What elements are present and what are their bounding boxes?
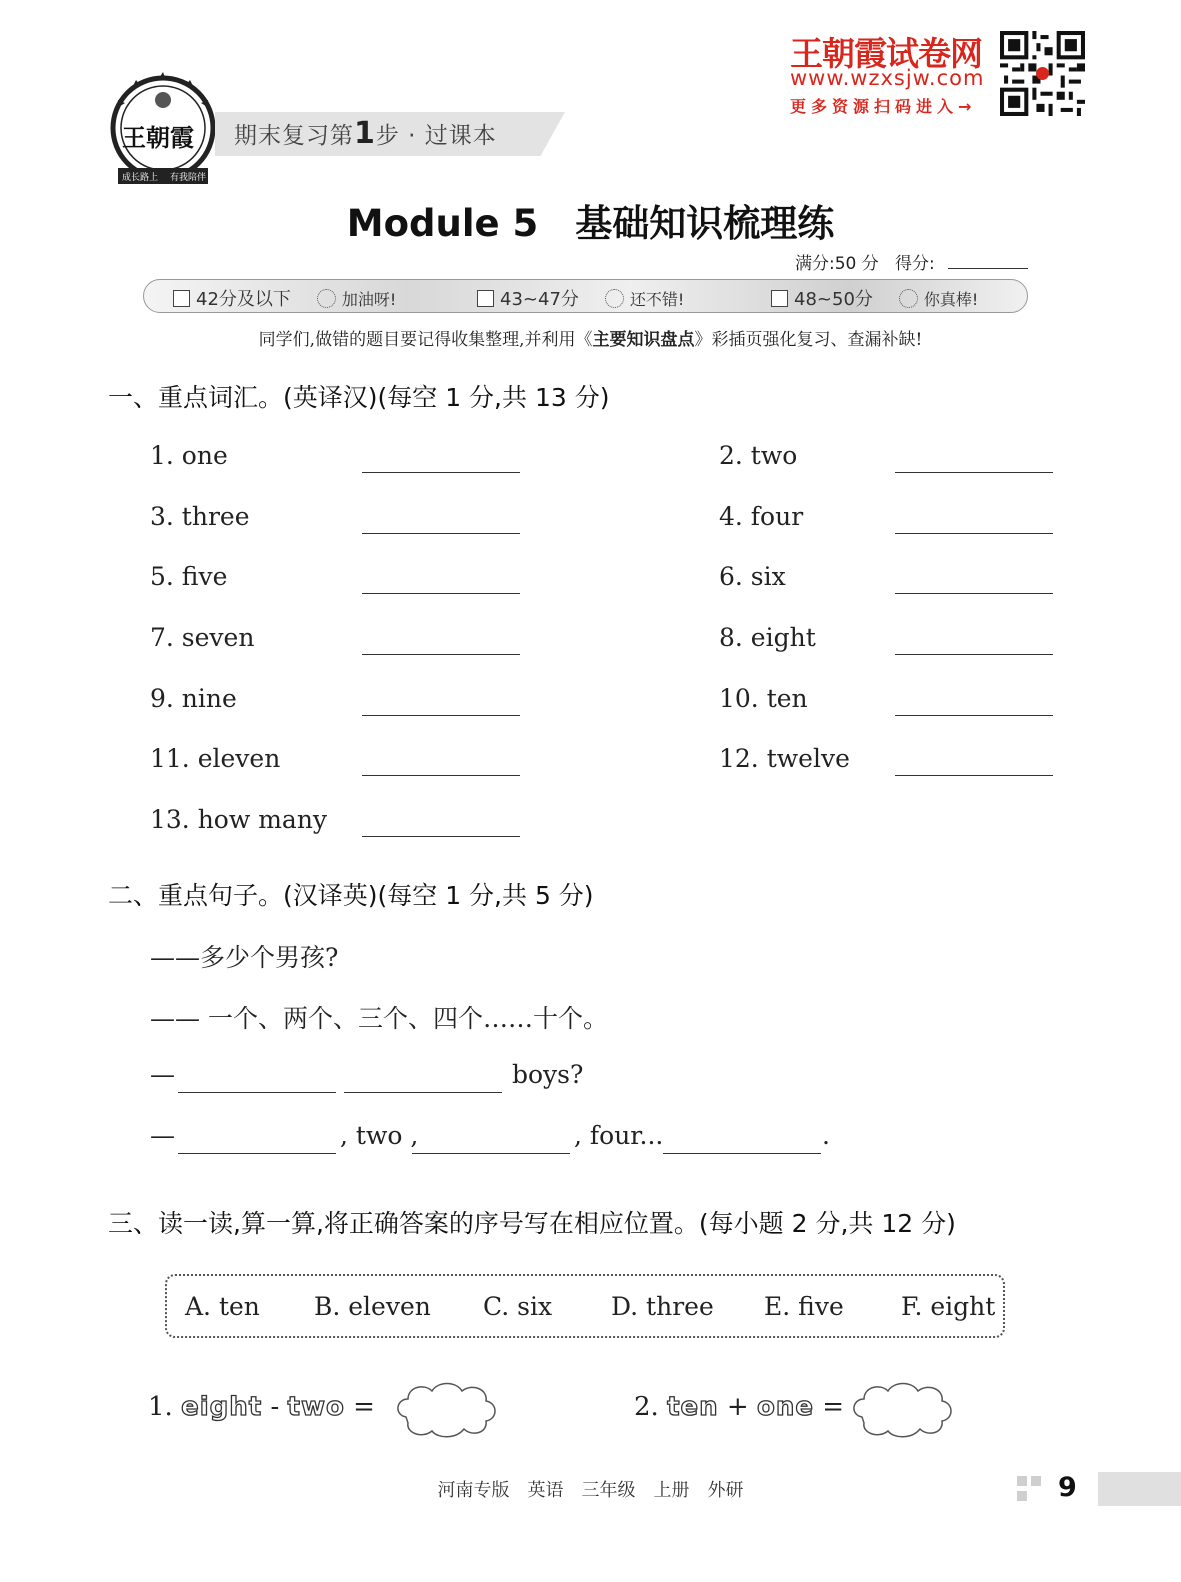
en-answer-two: , two , — [340, 1121, 419, 1150]
answer-blank[interactable] — [362, 472, 520, 473]
qr-code-icon[interactable] — [1000, 31, 1085, 116]
answer-blank[interactable] — [362, 715, 520, 716]
answer-blank[interactable] — [895, 593, 1053, 594]
face-icon — [899, 289, 918, 308]
vocab-item: 12. twelve — [719, 744, 850, 773]
banner-text: 期末复习第1步 · 过课本 — [234, 116, 497, 151]
answer-cloud[interactable] — [392, 1377, 500, 1441]
answer-blank[interactable] — [412, 1153, 570, 1154]
vocab-item: 7. seven — [150, 623, 255, 652]
notice-text: 同学们,做错的题目要记得收集整理,并利用《主要知识盘点》彩插页强化复习、查漏补缺! — [258, 330, 923, 350]
vocab-item: 9. nine — [150, 684, 237, 713]
answer-cloud[interactable] — [848, 1377, 956, 1441]
answer-blank[interactable] — [344, 1092, 502, 1093]
answer-blank[interactable] — [895, 654, 1053, 655]
section1-heading: 一、重点词汇。(英译汉)(每空 1 分,共 13 分) — [108, 383, 610, 412]
grade-checkbox[interactable] — [771, 290, 788, 307]
vocab-item: 13. how many — [150, 805, 328, 834]
footer-info: 河南专版 英语 三年级 上册 外研 — [437, 1480, 744, 1501]
grade-option-low: 42分及以下 加油呀! — [173, 285, 396, 311]
answer-blank[interactable] — [663, 1153, 821, 1154]
vocab-item: 10. ten — [719, 684, 808, 713]
vocab-item: 4. four — [719, 502, 804, 531]
option-a: A. ten — [185, 1292, 260, 1321]
logo-ribbon-right: 有我陪伴 — [170, 173, 207, 183]
dash: — — [150, 1121, 175, 1150]
en-answer-end: . — [822, 1121, 830, 1150]
answer-blank[interactable] — [362, 775, 520, 776]
brand-url[interactable]: www.wzxsjw.com — [790, 66, 985, 90]
answer-blank[interactable] — [362, 654, 520, 655]
calc-question-1: 1. eight - two = — [148, 1392, 375, 1422]
dash: — — [150, 1060, 175, 1089]
grade-option-mid: 43~47分 还不错! — [477, 285, 684, 311]
answer-blank[interactable] — [362, 836, 520, 837]
grade-checkbox[interactable] — [173, 290, 190, 307]
option-f: F. eight — [901, 1292, 996, 1321]
vocab-item: 6. six — [719, 562, 786, 591]
page-number: 9 — [1058, 1472, 1077, 1503]
options-box — [165, 1274, 1005, 1338]
page-decor — [1017, 1491, 1027, 1501]
page-decor — [1031, 1476, 1041, 1486]
option-b: B. eleven — [314, 1292, 431, 1321]
score-input[interactable] — [948, 268, 1028, 269]
option-c: C. six — [483, 1292, 553, 1321]
vocab-item: 8. eight — [719, 623, 816, 652]
section2-heading: 二、重点句子。(汉译英)(每空 1 分,共 5 分) — [108, 881, 594, 910]
brand-name: 王朝霞试卷网 — [790, 34, 982, 73]
logo-ribbon-left: 成长路上 — [122, 173, 159, 183]
page-decor — [1017, 1476, 1027, 1486]
logo-text: 王朝霞 — [122, 123, 194, 152]
en-question-tail: boys? — [512, 1060, 584, 1089]
page-title: Module 5 基础知识梳理练 — [346, 202, 835, 245]
answer-blank[interactable] — [362, 533, 520, 534]
face-icon — [317, 289, 336, 308]
face-icon — [605, 289, 624, 308]
answer-blank[interactable] — [895, 533, 1053, 534]
vocab-item: 3. three — [150, 502, 250, 531]
option-d: D. three — [611, 1292, 714, 1321]
answer-blank[interactable] — [178, 1092, 336, 1093]
answer-blank[interactable] — [895, 775, 1053, 776]
vocab-item: 5. five — [150, 562, 228, 591]
answer-blank[interactable] — [178, 1153, 336, 1154]
grade-option-high: 48~50分 你真棒! — [771, 285, 978, 311]
answer-blank[interactable] — [895, 715, 1053, 716]
answer-blank[interactable] — [895, 472, 1053, 473]
cn-question: ——多少个男孩? — [150, 943, 339, 972]
vocab-item: 11. eleven — [150, 744, 281, 773]
en-answer-four: , four... — [574, 1121, 664, 1150]
score-label: 满分:50 分 得分: — [795, 254, 935, 274]
cn-answer: —— 一个、两个、三个、四个……十个。 — [150, 1004, 608, 1033]
grade-checkbox[interactable] — [477, 290, 494, 307]
option-e: E. five — [764, 1292, 844, 1321]
page-number-bar — [1098, 1472, 1181, 1506]
answer-blank[interactable] — [362, 593, 520, 594]
vocab-item: 2. two — [719, 441, 798, 470]
calc-question-2: 2. ten + one = — [634, 1392, 845, 1422]
section3-heading: 三、读一读,算一算,将正确答案的序号写在相应位置。(每小题 2 分,共 12 分) — [108, 1209, 956, 1238]
vocab-item: 1. one — [150, 441, 228, 470]
brand-more-link[interactable]: 更多资源扫码进入→ — [790, 97, 977, 116]
